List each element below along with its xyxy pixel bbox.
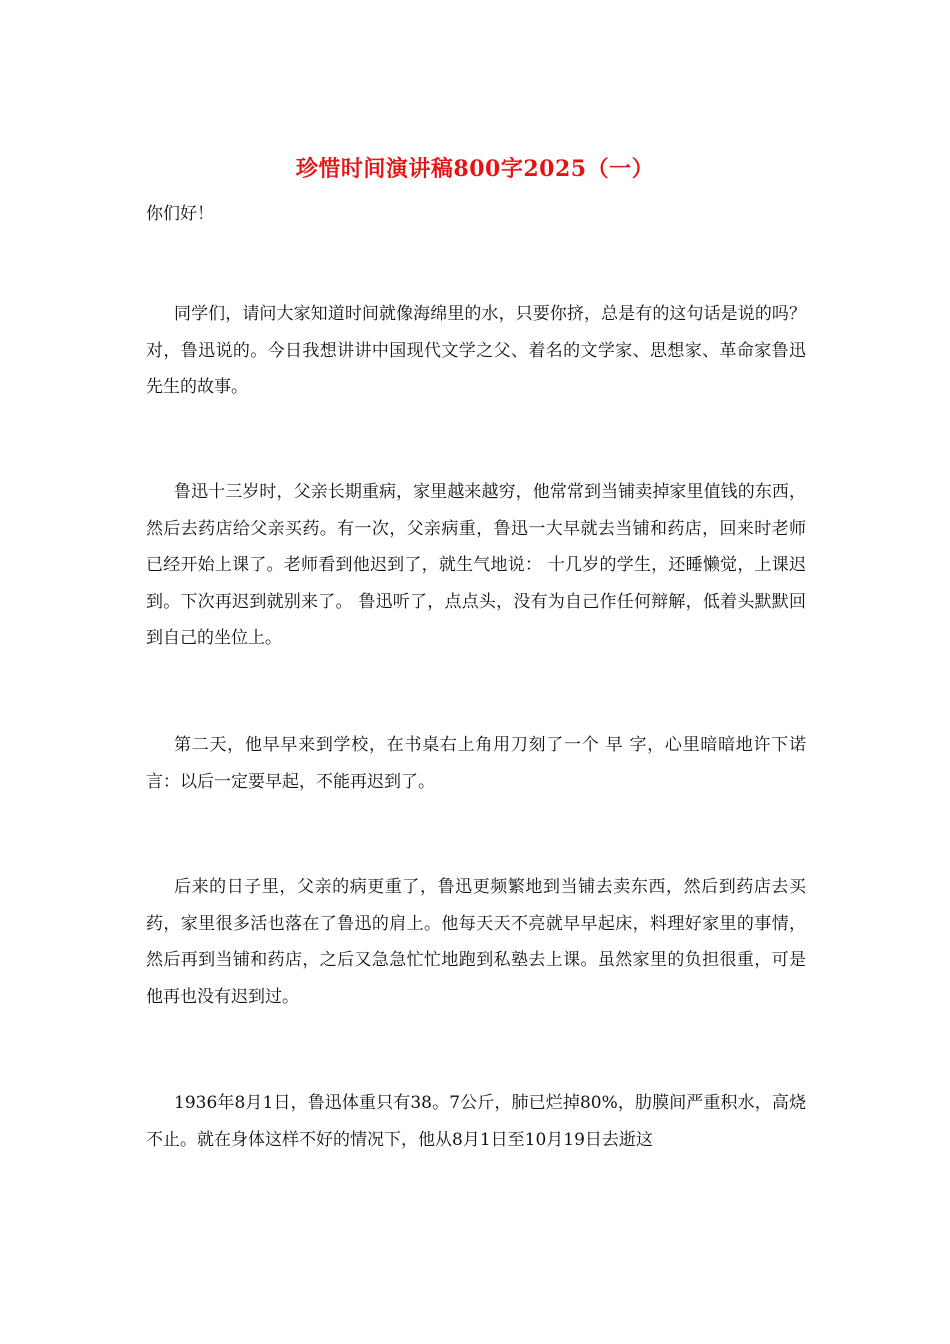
paragraph-1: 同学们，请问大家知道时间就像海绵里的水，只要你挤，总是有的这句话是说的吗？对，鲁迅说的。今日我想讲讲中国现代文学之父、着名的文学家、思想家、革命家鲁迅先生的故事。 <box>146 304 806 397</box>
greeting-text: 你们好！ <box>146 204 214 224</box>
page-title: 珍惜时间演讲稿800字2025（一） <box>295 156 655 182</box>
paragraph-2: 鲁迅十三岁时，父亲长期重病，家里越来越穷，他常常到当铺卖掉家里值钱的东西，然后去药店给父亲买药。有一次，父亲病重，鲁迅一大早就去当铺和药店，回来时老师已经开始上课了。老师看到他迟到了，就生气地说： 十几岁的学生，还睡懒觉，上课迟到。下次再迟到就别来了。 鲁迅听了，点点头，没有为自己作任何辩解，低着头默默回到自己的坐位上。 <box>146 482 806 648</box>
paragraph-4: 后来的日子里，父亲的病更重了，鲁迅更频繁地到当铺去卖东西，然后到药店去买药，家里很多活也落在了鲁迅的肩上。他每天天不亮就早早起床，料理好家里的事情，然后再到当铺和药店，之后又急急忙忙地跑到私塾去上课。虽然家里的负担很重，可是他再也没有迟到过。 <box>146 877 806 1007</box>
paragraph-5: 1936年8月1日，鲁迅体重只有38。7公斤，肺已烂掉80%，肋膜间严重积水，高烧不止。就在身体这样不好的情况下，他从8月1日至10月19日去逝这 <box>146 1093 806 1150</box>
paragraph-3: 第二天，他早早来到学校，在书桌右上角用刀刻了一个 早 字，心里暗暗地许下诺言：以后一定要早起，不能再迟到了。 <box>146 735 806 792</box>
